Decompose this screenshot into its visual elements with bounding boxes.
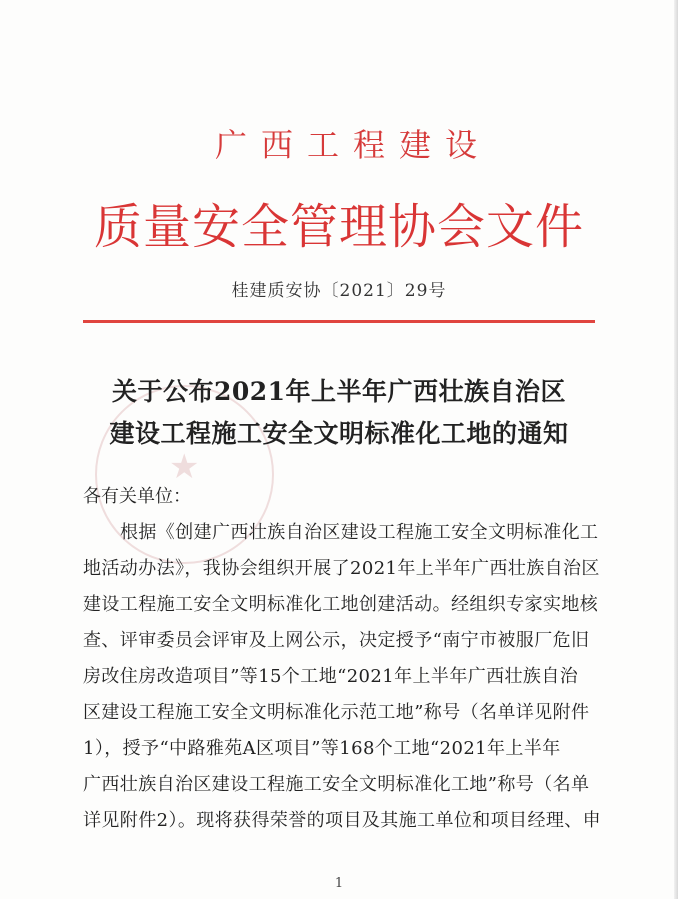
body-paragraph-line: 房改住房改造项目”等15个工地“2021年上半年广西壮族自治 [83, 666, 579, 687]
body-paragraph-line: 根据《创建广西壮族自治区建设工程施工安全文明标准化工 [120, 522, 599, 543]
body-paragraph-line: 区建设工程施工安全文明标准化示范工地”称号（名单详见附件 [83, 702, 590, 723]
body-paragraph-line: 详见附件2）。现将获得荣誉的项目及其施工单位和项目经理、申 [83, 810, 602, 831]
body-paragraph-line: 建设工程施工安全文明标准化工地创建活动。经组织专家实地核 [83, 594, 599, 615]
seal-star-icon: ★ [169, 447, 200, 487]
notice-title-line-1: 关于公布2021年上半年广西壮族自治区 [111, 377, 567, 406]
salutation: 各有关单位： [83, 486, 191, 507]
issuing-org-header: 广西工程建设 [214, 126, 491, 164]
red-divider-line [83, 320, 595, 323]
body-paragraph-line: 查、评审委员会评审及上网公示，决定授予“南宁市被服厂危旧 [83, 630, 590, 651]
body-paragraph-line: 1），授予“中路雅苑A区项目”等168个工地“2021年上半年 [83, 738, 561, 759]
document-type-header: 质量安全管理协会文件 [93, 199, 584, 255]
page-number: 1 [334, 876, 344, 891]
body-paragraph-line: 广西壮族自治区建设工程施工安全文明标准化工地”称号（名单 [83, 774, 590, 795]
notice-title-line-2: 建设工程施工安全文明标准化工地的通知 [109, 419, 569, 448]
body-paragraph-line: 地活动办法》，我协会组织开展了2021年上半年广西壮族自治区 [83, 558, 600, 579]
document-number: 桂建质安协〔2021〕29号 [231, 281, 447, 301]
